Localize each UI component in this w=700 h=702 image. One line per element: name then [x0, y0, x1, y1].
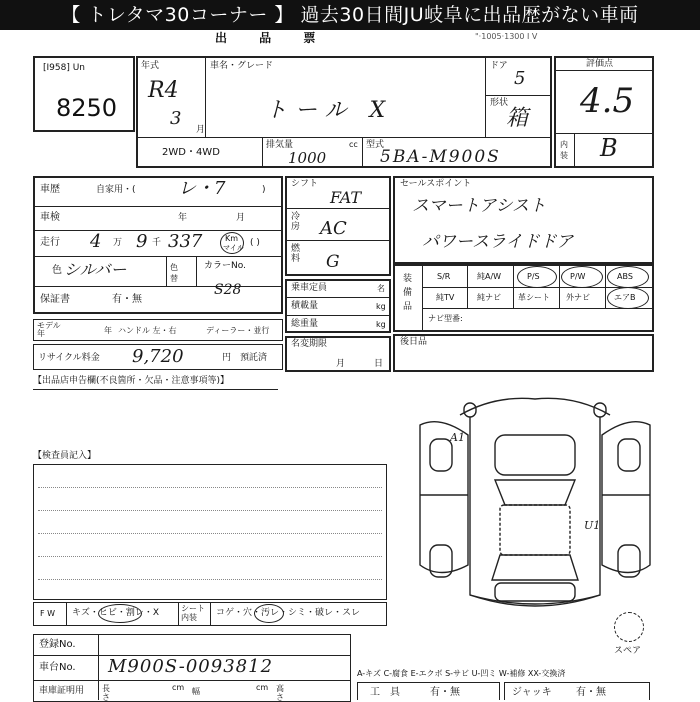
cert-height: 高さ [276, 684, 284, 702]
equip-tv: 純TV [436, 293, 455, 302]
dealer-label: ディーラー・並行 [206, 326, 270, 335]
registration-label: 登録No. [39, 639, 76, 650]
recycle-deposit: 預託済 [240, 353, 268, 363]
history-close: ) [262, 185, 266, 195]
color-label: 色 [52, 265, 62, 276]
car-name-label: 車名・グレード [210, 61, 274, 71]
cert-label: 車庫証明用 [39, 686, 85, 696]
sales-point-2: パワースライドドア [422, 232, 574, 252]
spare-label: スペア [614, 646, 642, 656]
model-value: 5BA-M900S [380, 147, 501, 167]
mileage-sen-unit: 千 [152, 238, 162, 248]
repaint-label: 色替 [170, 263, 178, 283]
capacity-unit-1: kg [376, 302, 386, 311]
mileage-man: 4 [90, 231, 102, 252]
diagram-mark-a1: A1 [450, 431, 465, 444]
post-date-label: 後日品 [400, 337, 428, 347]
shape-value: 箱 [506, 106, 529, 131]
fuel-value: G [326, 252, 340, 272]
shaken-year-unit: 年 [178, 213, 188, 223]
recycle-label: リサイクル料金 [38, 353, 100, 363]
aircon-label: 冷房 [291, 212, 301, 232]
equip-sr: S/R [437, 272, 451, 281]
registration-row [33, 634, 351, 656]
recycle-unit: 円 [222, 353, 232, 363]
mileage-paren: ( ) [250, 238, 260, 248]
name-change-unit: 月 [336, 359, 346, 369]
equipment-label: 装備品 [403, 274, 413, 312]
tools-value: 有・無 [430, 687, 460, 698]
equip-navi: 純ナビ [477, 293, 501, 302]
year-value: R4 [148, 78, 179, 103]
history-label: 車歴 [40, 184, 60, 195]
color-no-value: S28 [214, 282, 242, 298]
inspector-label: 【検査員記入】 [33, 451, 97, 461]
mileage-sen: 9 [136, 231, 148, 252]
rating-score: 4.5 [580, 81, 635, 121]
spare-wheel-icon [614, 612, 644, 642]
equip-aw: 純A/W [477, 272, 502, 281]
lot-tag: [I958] Un [43, 63, 86, 73]
mileage-label: 走行 [40, 237, 60, 248]
capacity-unit-0: 名 [377, 284, 385, 293]
sheet-title: 出 品 票 [215, 31, 330, 45]
equip-pw: P/W [570, 272, 586, 281]
cert-width: 幅 [192, 687, 200, 696]
fuel-label: 燃料 [291, 244, 301, 264]
equip-ps: P/S [527, 272, 540, 281]
shaken-label: 車検 [40, 212, 60, 223]
displacement-label: 排気量 [266, 140, 294, 150]
front-bumper [460, 398, 610, 415]
cert-long: 長さ [102, 684, 110, 702]
displacement-value: 1000 [288, 149, 327, 167]
handle-label: ハンドル 左・右 [118, 326, 177, 335]
lot-number: 8250 [56, 94, 118, 122]
serial-number: "·1005·1300 I V [475, 32, 538, 41]
cert-cm-1: cm [172, 683, 185, 692]
recycle-value: 9,720 [132, 346, 184, 367]
post-date-box [393, 334, 654, 372]
year-month: 3 [170, 108, 182, 129]
doors-label: ドア [490, 61, 508, 71]
capacity-label-0: 乗車定員 [291, 283, 328, 293]
jack-value: 有・無 [576, 687, 606, 698]
interior-label: 内装 [560, 140, 568, 160]
chassis-label: 車台No. [39, 662, 76, 673]
model-label: 型式 [366, 140, 385, 150]
year-label: 年式 [141, 61, 160, 71]
floor-items: キズ・ヒビ・割レ・X [72, 608, 159, 618]
model-year-year: 年 [104, 326, 112, 335]
equip-leather: 革シート [518, 293, 550, 302]
sales-points-label: セールスポイント [400, 179, 472, 189]
history-options: 自家用・( [96, 185, 136, 195]
warranty-value: 有・無 [112, 294, 142, 305]
history-value: レ・7 [178, 178, 226, 199]
capacity-label-2: 総重量 [291, 319, 319, 329]
tools-label: 工具 [370, 687, 410, 698]
shift-label: シフト [291, 179, 319, 189]
banner: 【 トレタマ30コーナー 】 過去30日間JU岐阜に出品歴がない車両 [0, 0, 700, 30]
shift-value: FAT [330, 188, 362, 207]
chassis-value: M900S-0093812 [108, 656, 274, 677]
name-change-label: 名変期限 [291, 339, 328, 349]
mileage-rest: 337 [168, 231, 203, 252]
sales-point-1: スマートアシスト [412, 196, 546, 216]
color-value: シルバー [64, 260, 127, 279]
floor-fw: F W [40, 609, 56, 618]
seat-label: シート内装 [181, 604, 205, 622]
damage-legend: A-キズ C-腐食 E-エクボ S-サビ U-凹ミ W-補修 XX-交換済 [357, 669, 566, 678]
car-diagram [400, 395, 670, 620]
car-name-value: トール X [265, 98, 394, 123]
interior-value: B [600, 134, 618, 162]
aircon-value: AC [320, 218, 347, 239]
mileage-man-unit: 万 [113, 238, 123, 248]
mileage-km: Km [225, 234, 239, 243]
drive-label: 2WD・4WD [162, 147, 220, 158]
seller-notes-label: 【出品店申告欄(不良箇所・欠品・注意事項等)】 [33, 376, 230, 386]
warranty-label: 保証書 [40, 294, 70, 305]
shape-label: 形状 [490, 98, 509, 108]
mileage-mile: マイル [223, 244, 244, 252]
equip-ext-navi: 外ナビ [566, 293, 590, 302]
cert-cm-2: cm [256, 683, 269, 692]
rating-label: 評価点 [586, 59, 614, 69]
capacity-unit-2: kg [376, 320, 386, 329]
capacity-label-1: 積載量 [291, 301, 319, 311]
navi-model-label: ナビ型番: [428, 314, 463, 323]
equip-airbag: エアB [614, 293, 636, 302]
color-no-label: カラーNo. [204, 261, 246, 271]
equip-abs: ABS [617, 272, 633, 281]
doors-value: 5 [514, 68, 526, 89]
model-year-label: モデル年 [37, 321, 61, 338]
jack-label: ジャッキ [512, 687, 552, 698]
displacement-unit: cc [349, 140, 358, 149]
month-unit: 月 [196, 125, 206, 135]
shaken-month-unit: 月 [236, 213, 246, 223]
diagram-mark-u1: U1 [584, 519, 601, 532]
name-change-day: 日 [374, 359, 384, 369]
seat-items: コゲ・穴・汚レ・シミ・破レ・スレ [216, 608, 361, 618]
